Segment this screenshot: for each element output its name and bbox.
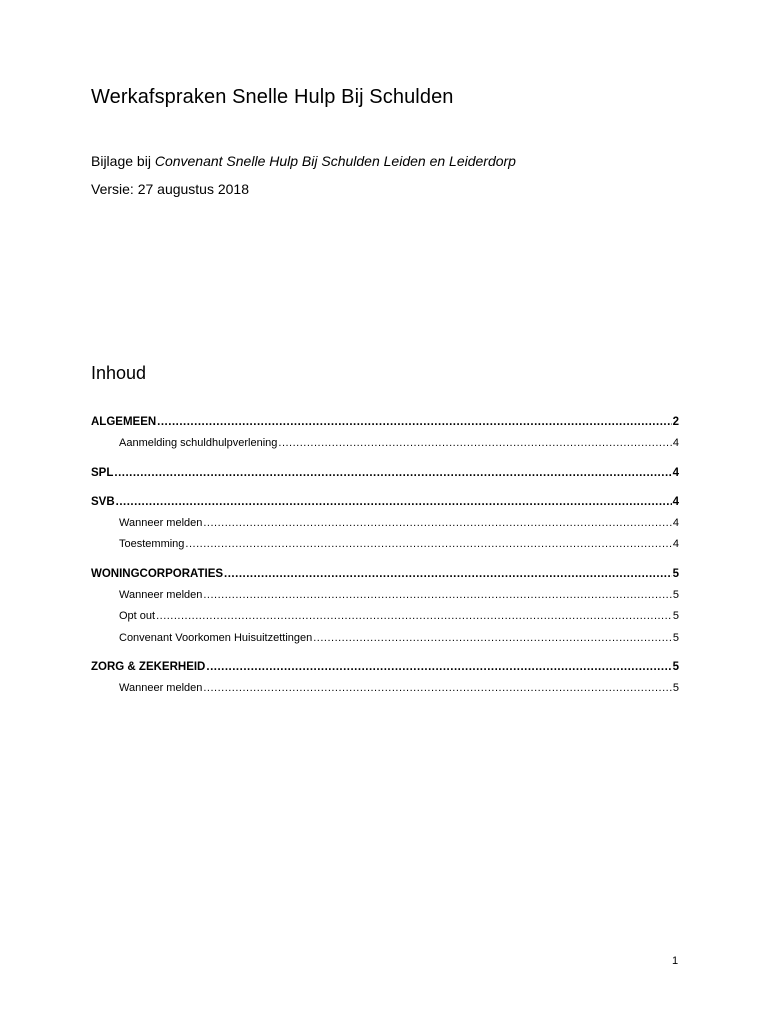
- toc-dot-leader: [157, 411, 671, 433]
- toc-entry-aanmelding-schuldhulpverlening[interactable]: [91, 433, 679, 455]
- toc-entry-woningcorporaties-wanneer-melden[interactable]: [91, 585, 679, 607]
- toc-entry-label: Aanmelding schuldhulpverlening: [119, 437, 278, 449]
- toc-dot-leader: [185, 534, 671, 556]
- toc-dot-leader: [116, 491, 672, 513]
- toc-entry-zorg-wanneer-melden[interactable]: [91, 678, 679, 700]
- toc-entry-zorg-en-zekerheid[interactable]: [91, 656, 679, 678]
- bijlage-line: [91, 153, 516, 169]
- table-of-contents: [91, 411, 679, 700]
- toc-entry-label: WONINGCORPORATIES: [91, 567, 224, 580]
- toc-entry-page: 4: [672, 495, 679, 508]
- toc-entry-algemeen[interactable]: [91, 411, 679, 433]
- bijlage-prefix: Bijlage bij: [91, 153, 155, 169]
- toc-dot-leader: [114, 462, 671, 484]
- toc-entry-spl[interactable]: [91, 462, 679, 484]
- toc-entry-label: Wanneer melden: [119, 516, 203, 529]
- toc-entry-opt-out[interactable]: [91, 606, 679, 628]
- toc-entry-page: 5: [672, 631, 679, 644]
- toc-entry-label: SPL: [91, 466, 114, 479]
- toc-entry-svb[interactable]: [91, 491, 679, 513]
- toc-dot-leader: [278, 433, 671, 455]
- version-line: Versie: 27 augustus 2018: [91, 181, 250, 197]
- toc-dot-leader: [203, 585, 672, 607]
- toc-entry-label: Wanneer melden: [119, 588, 203, 601]
- toc-dot-leader: [224, 563, 672, 585]
- toc-entry-convenant-voorkomen-huisuitzettingen[interactable]: [91, 628, 679, 650]
- toc-entry-page: 5: [672, 682, 679, 694]
- toc-entry-label: Toestemming: [119, 538, 185, 550]
- toc-entry-page: 4: [672, 466, 679, 479]
- bijlage-title: Convenant Snelle Hulp Bij Schulden Leiden en Leiderdorp: [154, 153, 516, 169]
- toc-entry-page: 5: [672, 661, 679, 673]
- toc-dot-leader: [206, 656, 671, 678]
- toc-entry-page: 5: [672, 567, 679, 580]
- toc-heading: Inhoud: [91, 363, 147, 383]
- toc-dot-leader: [203, 513, 672, 535]
- toc-entry-page: 4: [672, 437, 679, 449]
- toc-entry-page: 2: [672, 416, 679, 428]
- toc-entry-page: 4: [672, 516, 679, 529]
- toc-entry-label: ZORG & ZEKERHEID: [91, 661, 206, 673]
- toc-dot-leader: [203, 678, 672, 700]
- toc-entry-toestemming[interactable]: [91, 534, 679, 556]
- toc-entry-page: 5: [672, 610, 679, 622]
- toc-dot-leader: [156, 606, 672, 628]
- toc-entry-page: 4: [672, 538, 679, 550]
- toc-entry-page: 5: [672, 588, 679, 601]
- toc-entry-label: Opt out: [119, 610, 156, 622]
- document-title: Werkafspraken Snelle Hulp Bij Schulden: [91, 86, 454, 108]
- page-number: 1: [672, 955, 679, 967]
- toc-entry-label: SVB: [91, 495, 115, 508]
- toc-dot-leader: [313, 628, 672, 650]
- toc-entry-label: ALGEMEEN: [91, 416, 157, 428]
- toc-entry-label: Wanneer melden: [119, 682, 203, 694]
- toc-entry-woningcorporaties[interactable]: [91, 563, 679, 585]
- toc-entry-svb-wanneer-melden[interactable]: [91, 513, 679, 535]
- toc-entry-label: Convenant Voorkomen Huisuitzettingen: [119, 631, 313, 644]
